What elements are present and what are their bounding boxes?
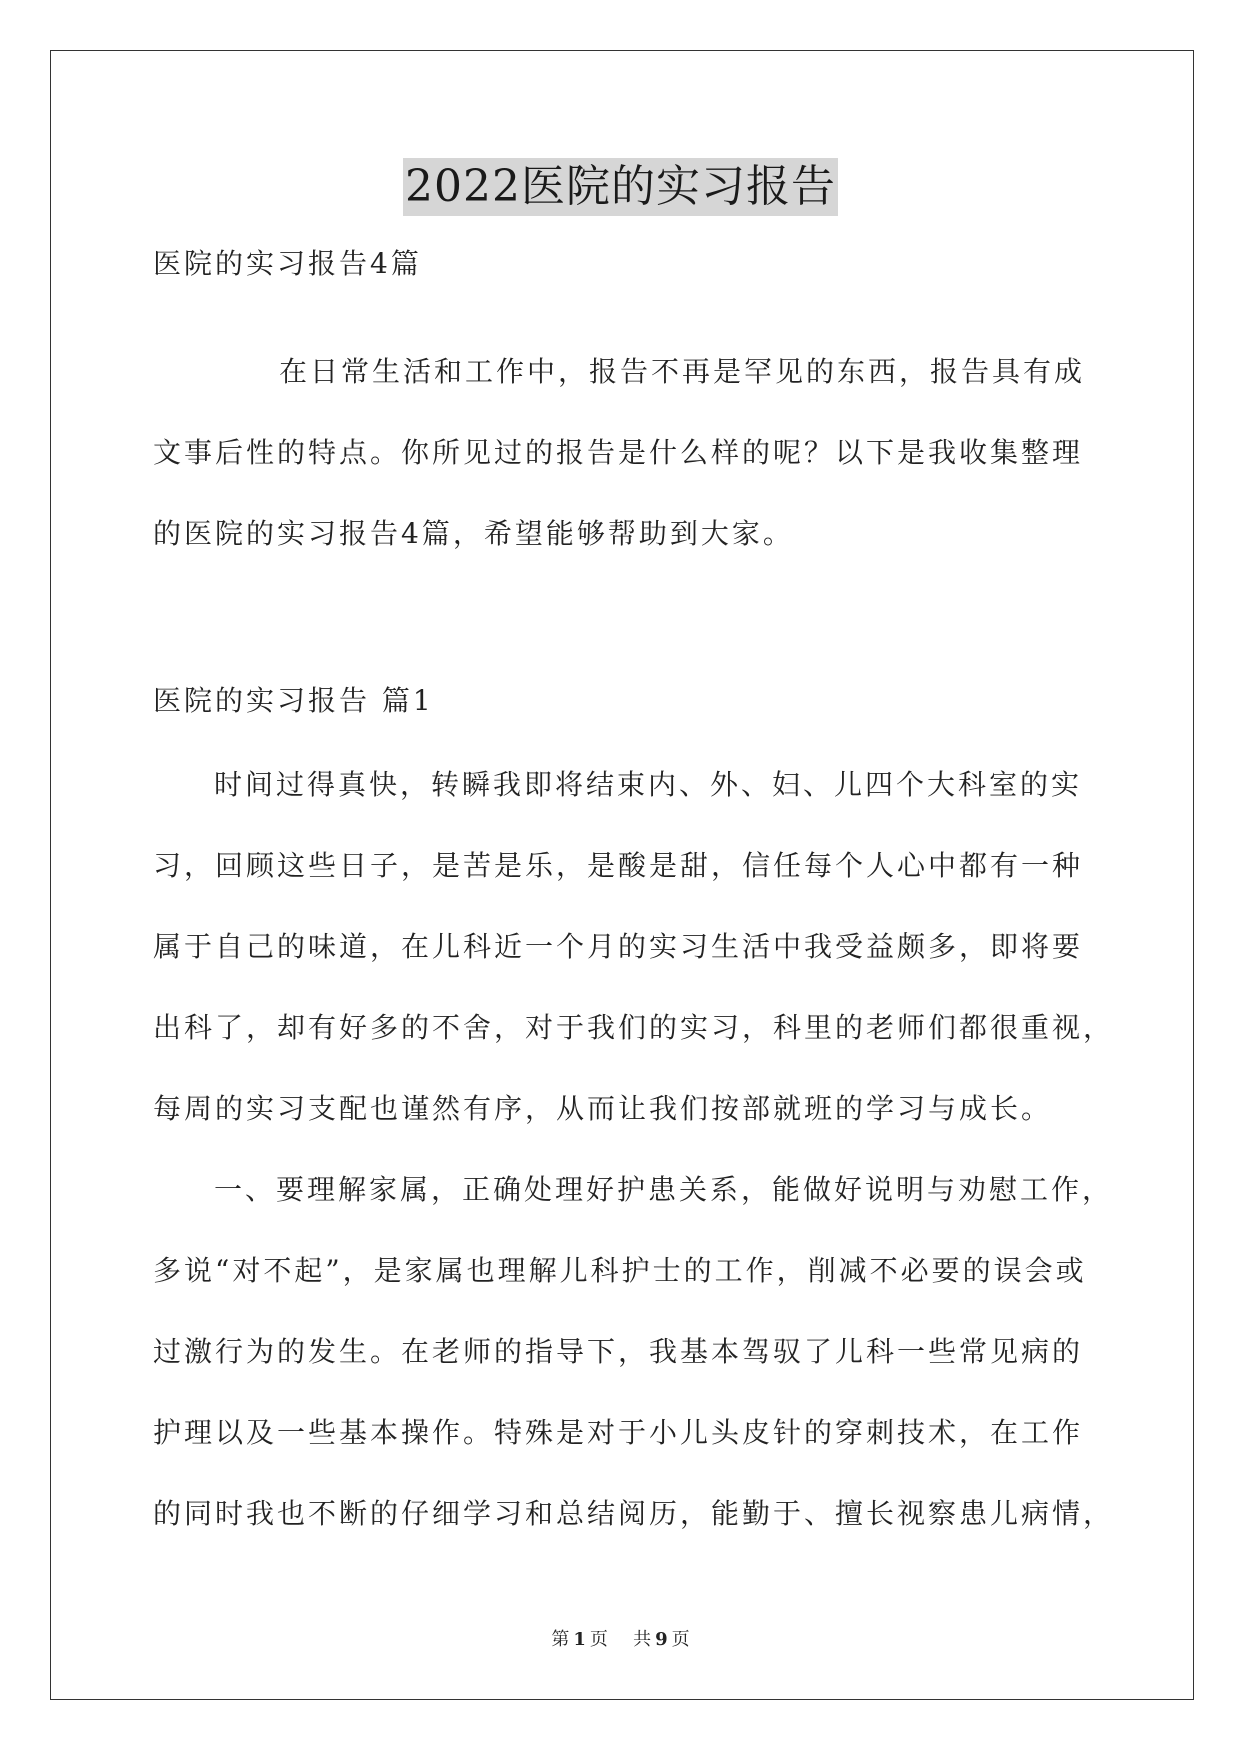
intro-line: 文事后性的特点。你所见过的报告是什么样的呢？以下是我收集整理	[153, 436, 1084, 469]
page-current: 1	[573, 1629, 586, 1650]
paragraph-line: 一、要理解家属，正确处理好护患关系，能做好说明与劝慰工作，	[214, 1173, 1114, 1206]
paragraph-line: 属于自己的味道，在儿科近一个月的实习生活中我受益颇多，即将要	[153, 930, 1084, 963]
paragraph-line: 护理以及一些基本操作。特殊是对于小儿头皮针的穿刺技术，在工作	[153, 1416, 1084, 1449]
page-number	[549, 1629, 610, 1650]
paragraph-line: 多说“对不起”，是家属也理解儿科护士的工作，削减不必要的误会或	[153, 1254, 1087, 1287]
page-footer	[0, 1625, 1241, 1651]
total-suffix: 页	[671, 1629, 690, 1650]
total-prefix: 共	[633, 1629, 652, 1650]
paragraph-line: 每周的实习支配也谨然有序，从而让我们按部就班的学习与成长。	[153, 1092, 1053, 1125]
page-prefix: 第	[551, 1629, 570, 1650]
paragraph-line: 的同时我也不断的仔细学习和总结阅历，能勤于、擅长视察患儿病情，	[153, 1497, 1115, 1530]
title-container	[0, 158, 1241, 216]
intro-line: 在日常生活和工作中，报告不再是罕见的东西，报告具有成	[279, 355, 1086, 388]
intro-paragraph	[153, 331, 1093, 574]
paragraph-2	[153, 1149, 1115, 1554]
page-suffix: 页	[589, 1629, 608, 1650]
document-title: 2022医院的实习报告	[403, 158, 838, 216]
paragraph-line: 出科了，却有好多的不舍，对于我们的实习，科里的老师们都很重视，	[153, 1011, 1115, 1044]
total-count: 9	[655, 1629, 668, 1650]
paragraph-line: 习，回顾这些日子，是苦是乐，是酸是甜，信任每个人心中都有一种	[153, 849, 1084, 882]
intro-line: 的医院的实习报告4篇，希望能够帮助到大家。	[153, 517, 794, 550]
section-heading: 医院的实习报告 篇1	[153, 684, 434, 717]
paragraph-line: 过激行为的发生。在老师的指导下，我基本驾驭了儿科一些常见病的	[153, 1335, 1084, 1368]
paragraph-line: 时间过得真快，转瞬我即将结束内、外、妇、儿四个大科室的实	[214, 768, 1083, 801]
document-subtitle: 医院的实习报告4篇	[153, 247, 422, 280]
paragraph-1	[153, 744, 1115, 1149]
page-total	[631, 1629, 692, 1650]
